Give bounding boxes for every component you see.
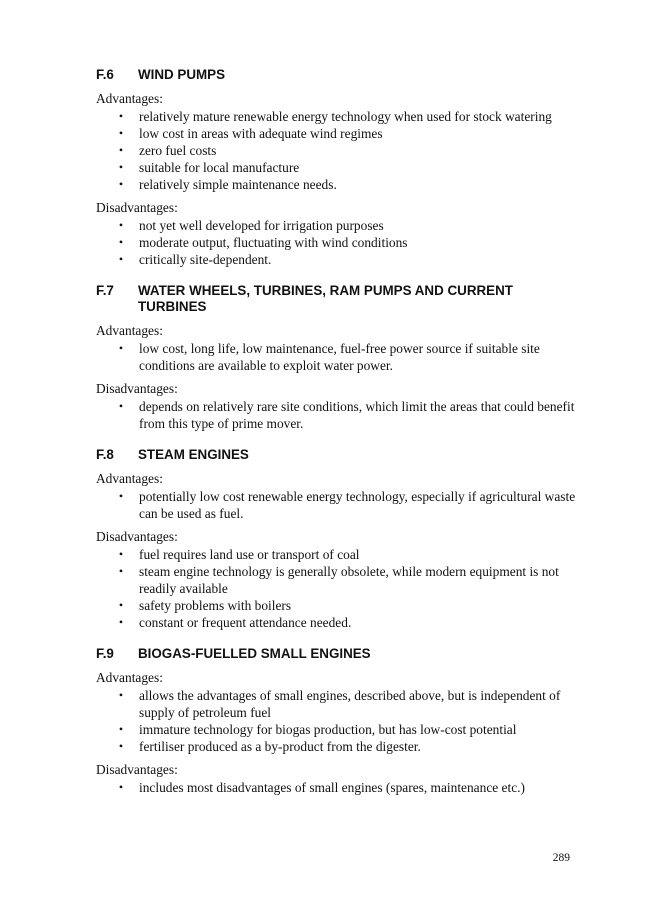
disadvantages-group xyxy=(96,380,576,432)
section-heading xyxy=(96,447,576,463)
list-item xyxy=(96,217,576,234)
list-item-text: low cost, long life, low maintenance, fuel-free power source if suitable site conditions are available to exploit water power. xyxy=(139,341,540,373)
list-item xyxy=(96,251,576,268)
bullet-icon: • xyxy=(118,547,124,561)
bullet-icon: • xyxy=(118,252,124,266)
advantages-label: Advantages: xyxy=(96,91,163,106)
advantages-group xyxy=(96,470,576,522)
section-number: F.9 xyxy=(96,646,114,661)
bullet-icon: • xyxy=(118,143,124,157)
list-item xyxy=(96,779,576,796)
bullet-icon: • xyxy=(118,160,124,174)
disadvantages-list xyxy=(96,779,576,796)
list-item-text: fuel requires land use or transport of coal xyxy=(139,547,360,562)
list-item-text: allows the advantages of small engines, described above, but is independent of supply of petroleum fuel xyxy=(139,688,561,720)
advantages-list xyxy=(96,687,576,755)
disadvantages-group xyxy=(96,761,576,796)
section-title: WATER WHEELS, TURBINES, RAM PUMPS AND CURRENT TURBINES xyxy=(138,283,513,314)
disadvantages-label: Disadvantages: xyxy=(96,200,178,215)
section-heading xyxy=(96,646,576,662)
bullet-icon: • xyxy=(118,722,124,736)
list-item-text: low cost in areas with adequate wind regimes xyxy=(139,126,383,141)
list-item-text: critically site-dependent. xyxy=(139,252,272,267)
bullet-icon: • xyxy=(118,341,124,355)
list-item-text: steam engine technology is generally obsolete, while modern equipment is not readily available xyxy=(139,564,559,596)
bullet-icon: • xyxy=(118,564,124,578)
disadvantages-group xyxy=(96,199,576,268)
list-item xyxy=(96,687,576,721)
advantages-list xyxy=(96,488,576,522)
advantages-list xyxy=(96,108,576,193)
advantages-group xyxy=(96,90,576,193)
list-item-text: safety problems with boilers xyxy=(139,598,292,613)
list-item-text: suitable for local manufacture xyxy=(139,160,300,175)
bullet-icon: • xyxy=(118,598,124,612)
section-title: STEAM ENGINES xyxy=(138,447,249,462)
advantages-label: Advantages: xyxy=(96,670,163,685)
list-item xyxy=(96,614,576,631)
bullet-icon: • xyxy=(118,489,124,503)
list-item xyxy=(96,721,576,738)
section-heading xyxy=(96,283,576,315)
advantages-group xyxy=(96,669,576,755)
list-item xyxy=(96,563,576,597)
list-item xyxy=(96,738,576,755)
section-number: F.8 xyxy=(96,447,114,462)
list-item xyxy=(96,142,576,159)
section-f-8 xyxy=(96,447,576,631)
page-number: 289 xyxy=(552,852,570,864)
advantages-list xyxy=(96,340,576,374)
advantages-label: Advantages: xyxy=(96,323,163,338)
disadvantages-label: Disadvantages: xyxy=(96,381,178,396)
bullet-icon: • xyxy=(118,399,124,413)
list-item-text: zero fuel costs xyxy=(139,143,217,158)
advantages-group xyxy=(96,322,576,374)
disadvantages-label: Disadvantages: xyxy=(96,529,178,544)
disadvantages-group xyxy=(96,528,576,631)
list-item-text: relatively mature renewable energy technology when used for stock watering xyxy=(139,109,552,124)
section-number: F.6 xyxy=(96,67,114,82)
section-f-6 xyxy=(96,67,576,268)
list-item-text: fertiliser produced as a by-product from the digester. xyxy=(139,739,421,754)
disadvantages-label: Disadvantages: xyxy=(96,762,178,777)
list-item-text: depends on relatively rare site conditions, which limit the areas that could benefit from this type of prime mover. xyxy=(139,399,575,431)
advantages-label: Advantages: xyxy=(96,471,163,486)
disadvantages-list xyxy=(96,398,576,432)
bullet-icon: • xyxy=(118,109,124,123)
bullet-icon: • xyxy=(118,177,124,191)
list-item-text: relatively simple maintenance needs. xyxy=(139,177,337,192)
list-item xyxy=(96,398,576,432)
list-item xyxy=(96,488,576,522)
list-item-text: potentially low cost renewable energy technology, especially if agricultural waste can be used as fuel. xyxy=(139,489,576,521)
section-f-9 xyxy=(96,646,576,796)
list-item-text: includes most disadvantages of small engines (spares, maintenance etc.) xyxy=(139,780,525,795)
bullet-icon: • xyxy=(118,218,124,232)
bullet-icon: • xyxy=(118,235,124,249)
section-f-7 xyxy=(96,283,576,432)
list-item-text: not yet well developed for irrigation purposes xyxy=(139,218,384,233)
bullet-icon: • xyxy=(118,126,124,140)
section-title: WIND PUMPS xyxy=(138,67,226,82)
list-item xyxy=(96,546,576,563)
list-item-text: immature technology for biogas production, but has low-cost potential xyxy=(139,722,517,737)
section-title: BIOGAS-FUELLED SMALL ENGINES xyxy=(138,646,371,661)
page-content xyxy=(96,67,576,811)
bullet-icon: • xyxy=(118,688,124,702)
list-item xyxy=(96,176,576,193)
list-item xyxy=(96,125,576,142)
list-item-text: constant or frequent attendance needed. xyxy=(139,615,352,630)
bullet-icon: • xyxy=(118,615,124,629)
bullet-icon: • xyxy=(118,739,124,753)
list-item xyxy=(96,597,576,614)
list-item xyxy=(96,234,576,251)
list-item xyxy=(96,108,576,125)
list-item xyxy=(96,159,576,176)
disadvantages-list xyxy=(96,546,576,631)
section-heading xyxy=(96,67,576,83)
section-number: F.7 xyxy=(96,283,114,298)
list-item-text: moderate output, fluctuating with wind conditions xyxy=(139,235,408,250)
disadvantages-list xyxy=(96,217,576,268)
list-item xyxy=(96,340,576,374)
bullet-icon: • xyxy=(118,780,124,794)
